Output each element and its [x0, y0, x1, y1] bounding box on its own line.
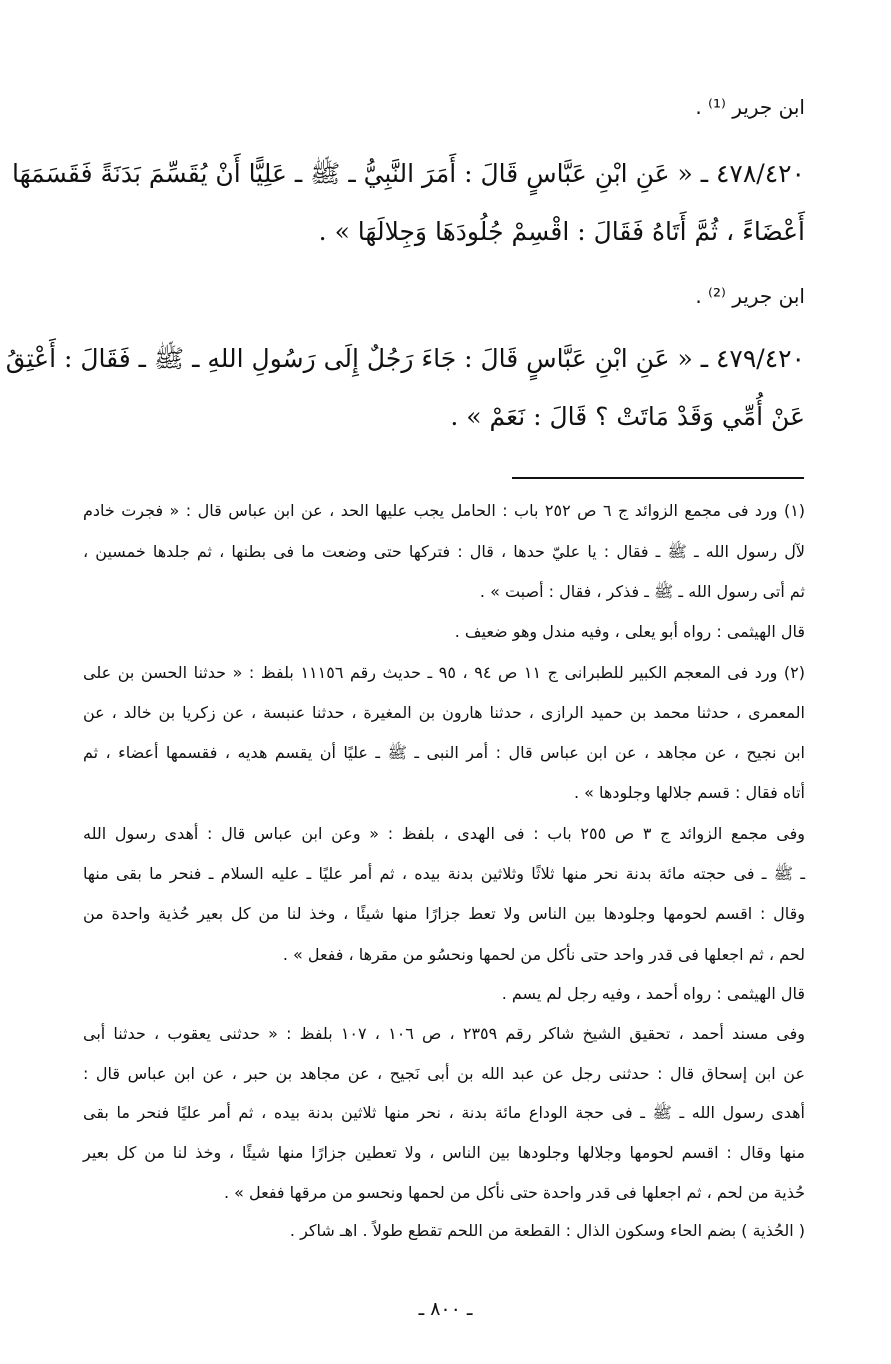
footnote-2-line: ( الحُذية ) بضم الحاء وسكون الذال : القطعة من اللحم تقطع طولاً . اهـ شاكر .: [289, 1221, 805, 1240]
footnote-2-line: وقال : اقسم لحومها وجلودها بين الناس ولا تعط جزارًا منها شيئًا ، وخذ لنا من كل بعير حُذية واحدة من: [83, 904, 805, 923]
footnote-2-line: وفى مجمع الزوائد ج ٣ ص ٢٥٥ باب : فى الهدى ، بلفظ : « وعن ابن عباس قال : أهدى رسول الله: [83, 824, 805, 843]
footnote-2-line: عن ابن إسحاق قال : حدثنى رجل عن عبد الله بن أبى نَجيح ، عن مجاهد بن حبر ، عن ابن عباس قال :: [83, 1064, 805, 1083]
footnote-2-line: ـ ﷺ ـ فى حجته مائة بدنة نحر منها ثلاثًا وثلاثين بدنة بيده ، ثم أمر عليًا ـ عليه السلام ـ فنحر ما بقى منها: [83, 864, 805, 883]
footnote-2-line: قال الهيثمى : رواه أحمد ، وفيه رجل لم يسم .: [501, 984, 805, 1003]
hadith-478-line-2: أَعْضَاءً ، ثُمَّ أَتَاهُ فَقَالَ : اقْسِمْ جُلُودَهَا وَجِلالَهَا » .: [318, 217, 805, 246]
hadith-479-line-2: عَنْ أُمِّي وَقَدْ مَاتَتْ ؟ قَالَ : نَعَمْ » .: [450, 402, 805, 431]
footnote-divider: [512, 477, 804, 479]
page-number: ـ ٨٠٠ ـ: [418, 1298, 473, 1320]
footnote-1-line: (١) ورد فى مجمع الزوائد ج ٦ ص ٢٥٢ باب : الحامل يجب عليها الحد ، عن ابن عباس قال : « فجرت خادم: [83, 501, 806, 520]
source-citation-2: ابن جرير ⁽²⁾ .: [695, 284, 805, 308]
footnote-2-line: وفى مسند أحمد ، تحقيق الشيخ شاكر رقم ٢٣٥٩ ، ص ١٠٦ ، ١٠٧ بلفظ : « حدثنى يعقوب ، حدثنا أبى: [83, 1024, 805, 1043]
hadith-479-line-1: ٤٧٩/٤٢٠ ـ « عَنِ ابْنِ عَبَّاسٍ قَالَ : جَاءَ رَجُلٌ إِلَى رَسُولِ اللهِ ـ ﷺ ـ فَقَالَ : أَعْتِقُ: [5, 344, 805, 373]
footnote-2-line: حُذية من لحم ، ثم اجعلها فى قدر واحدة حتى نأكل من لحمها ونحسو من مرقها ففعل » .: [223, 1183, 805, 1202]
footnote-2-line: ابن نجيح ، عن مجاهد ، عن ابن عباس قال : أمر النبى ـ ﷺ ـ عليًا أن يقسم هديه ، فقسمها أعضاء ، ثم: [83, 743, 805, 762]
footnote-2-line: منها وقال : اقسم لحومها وجلالها وجلودها بين الناس ، ولا تعطين جزارًا منها شيئًا ، وخذ لنا من كل بعير: [83, 1143, 805, 1162]
footnote-2-line: أهدى رسول الله ـ ﷺ ـ فى حجة الوداع مائة بدنة ، نحر منها ثلاثين بدنة بيده ، ثم أمر عليًا فنحر ما بقى: [83, 1103, 805, 1122]
footnote-1-line: لآل رسول الله ـ ﷺ ـ فقال : يا عليّ حدها ، قال : فتركها حتى وضعت ما فى بطنها ، ثم جلدها خمسين ،: [83, 542, 805, 561]
footnote-2-line: (٢) ورد فى المعجم الكبير للطبرانى ج ١١ ص ٩٤ ، ٩٥ ـ حديث رقم ١١١٥٦ بلفظ : « حدثنا الحسن بن على: [83, 663, 806, 682]
footnote-1-line: ثم أتى رسول الله ـ ﷺ ـ فذكر ، فقال : أصبت » .: [479, 582, 805, 601]
source-citation-1: ابن جرير ⁽¹⁾ .: [695, 95, 805, 119]
footnote-2-line: لحم ، ثم اجعلها فى قدر واحد حتى نأكل من لحمها ونحسُو من مقرها ، ففعل » .: [282, 945, 805, 964]
footnote-2-line: المعمرى ، حدثنا محمد بن حميد الرازى ، حدثنا هارون بن المغيرة ، حدثنا عنبسة ، عن زكريا بن خالد ، عن: [83, 703, 805, 722]
hadith-478-line-1: ٤٧٨/٤٢٠ ـ « عَنِ ابْنِ عَبَّاسٍ قَالَ : أَمَرَ النَّبِيُّ ـ ﷺ ـ عَلِيًّا أَنْ يُقَسِّمَ بَدَنَةً فَقَسَمَهَا: [12, 159, 805, 188]
footnote-1-line: قال الهيثمى : رواه أبو يعلى ، وفيه مندل وهو ضعيف .: [454, 622, 805, 641]
footnote-2-line: أتاه فقال : قسم جلالها وجلودها » .: [573, 783, 805, 802]
